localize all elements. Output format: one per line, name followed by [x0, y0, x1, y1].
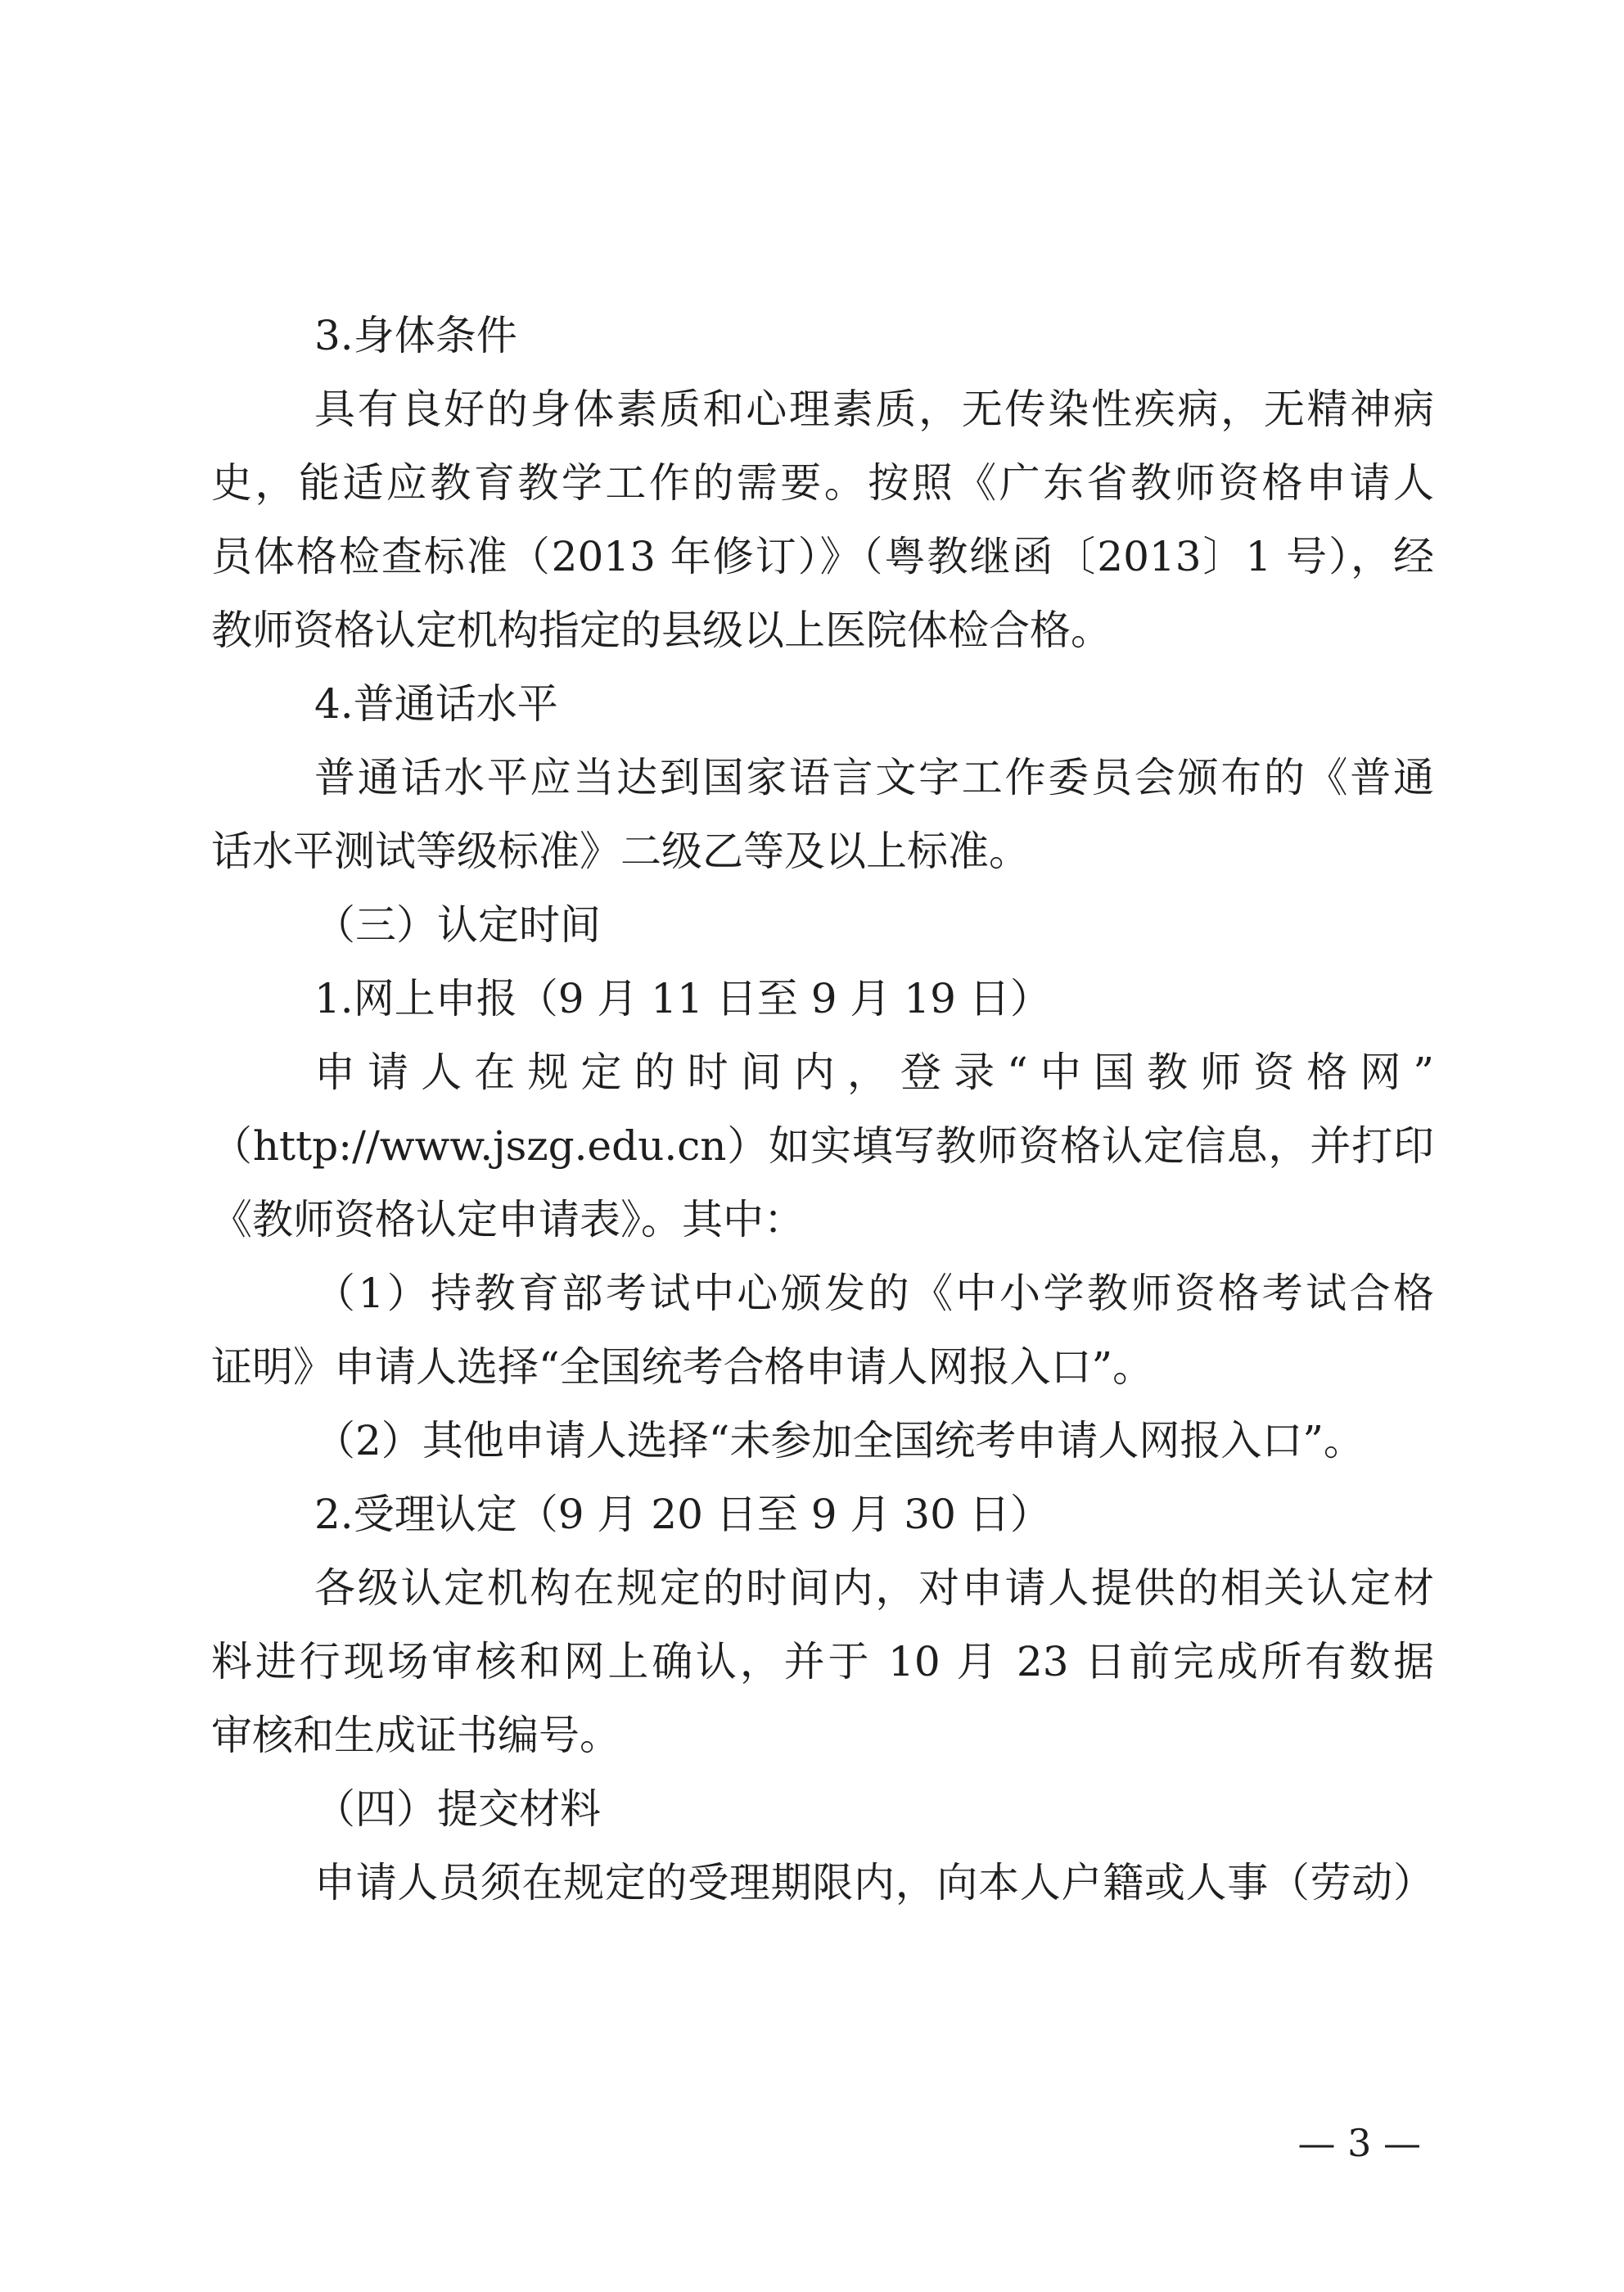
heading-physical-conditions: 3.身体条件: [314, 312, 517, 359]
paragraph-line: 话水平测试等级标准》二级乙等及以上标准。: [211, 828, 1030, 875]
paragraph-line: 普通话水平应当达到国家语言文字工作委员会颁布的《普通: [314, 754, 1434, 801]
paragraph-line: 教师资格认定机构指定的县级以上医院体检合格。: [211, 607, 1112, 654]
list-item-1-continuation: 证明》申请人选择“全国统考合格申请人网报入口”。: [211, 1343, 1154, 1391]
subheading-online-application: 1.网上申报（9 月 11 日至 9 月 19 日）: [314, 975, 1051, 1022]
heading-mandarin-level: 4.普通话水平: [314, 680, 558, 728]
paragraph-line: 员体格检查标准（2013 年修订）》（粤教继函〔2013〕1 号），经: [211, 533, 1434, 580]
paragraph-line: 《教师资格认定申请表》。其中：: [211, 1196, 805, 1243]
paragraph-line: 各级认定机构在规定的时间内，对申请人提供的相关认定材: [314, 1564, 1434, 1612]
paragraph-line-url: （http://www.jszg.edu.cn）如实填写教师资格认定信息，并打印: [211, 1122, 1434, 1170]
page-number: — 3 —: [1297, 2121, 1421, 2165]
paragraph-line: 料进行现场审核和网上确认，并于 10 月 23 日前完成所有数据: [211, 1638, 1434, 1685]
paragraph-line: 申请人员须在规定的受理期限内，向本人户籍或人事（劳动）: [314, 1859, 1434, 1906]
paragraph-line: 审核和生成证书编号。: [211, 1712, 620, 1759]
paragraph-line: 史，能适应教育教学工作的需要。按照《广东省教师资格申请人: [211, 459, 1434, 507]
list-item-2: （2）其他申请人选择“未参加全国统考申请人网报入口”。: [314, 1417, 1365, 1464]
subheading-acceptance-certification: 2.受理认定（9 月 20 日至 9 月 30 日）: [314, 1491, 1051, 1538]
list-item-1: （1）持教育部考试中心颁发的《中小学教师资格考试合格: [314, 1270, 1434, 1317]
section-heading-submission-materials: （四）提交材料: [314, 1785, 601, 1833]
paragraph-line: 申请人在规定的时间内，登录“中国教师资格网”: [314, 1049, 1434, 1096]
section-heading-certification-time: （三）认定时间: [314, 901, 601, 949]
paragraph-line: 具有良好的身体素质和心理素质，无传染性疾病，无精神病: [314, 386, 1434, 433]
